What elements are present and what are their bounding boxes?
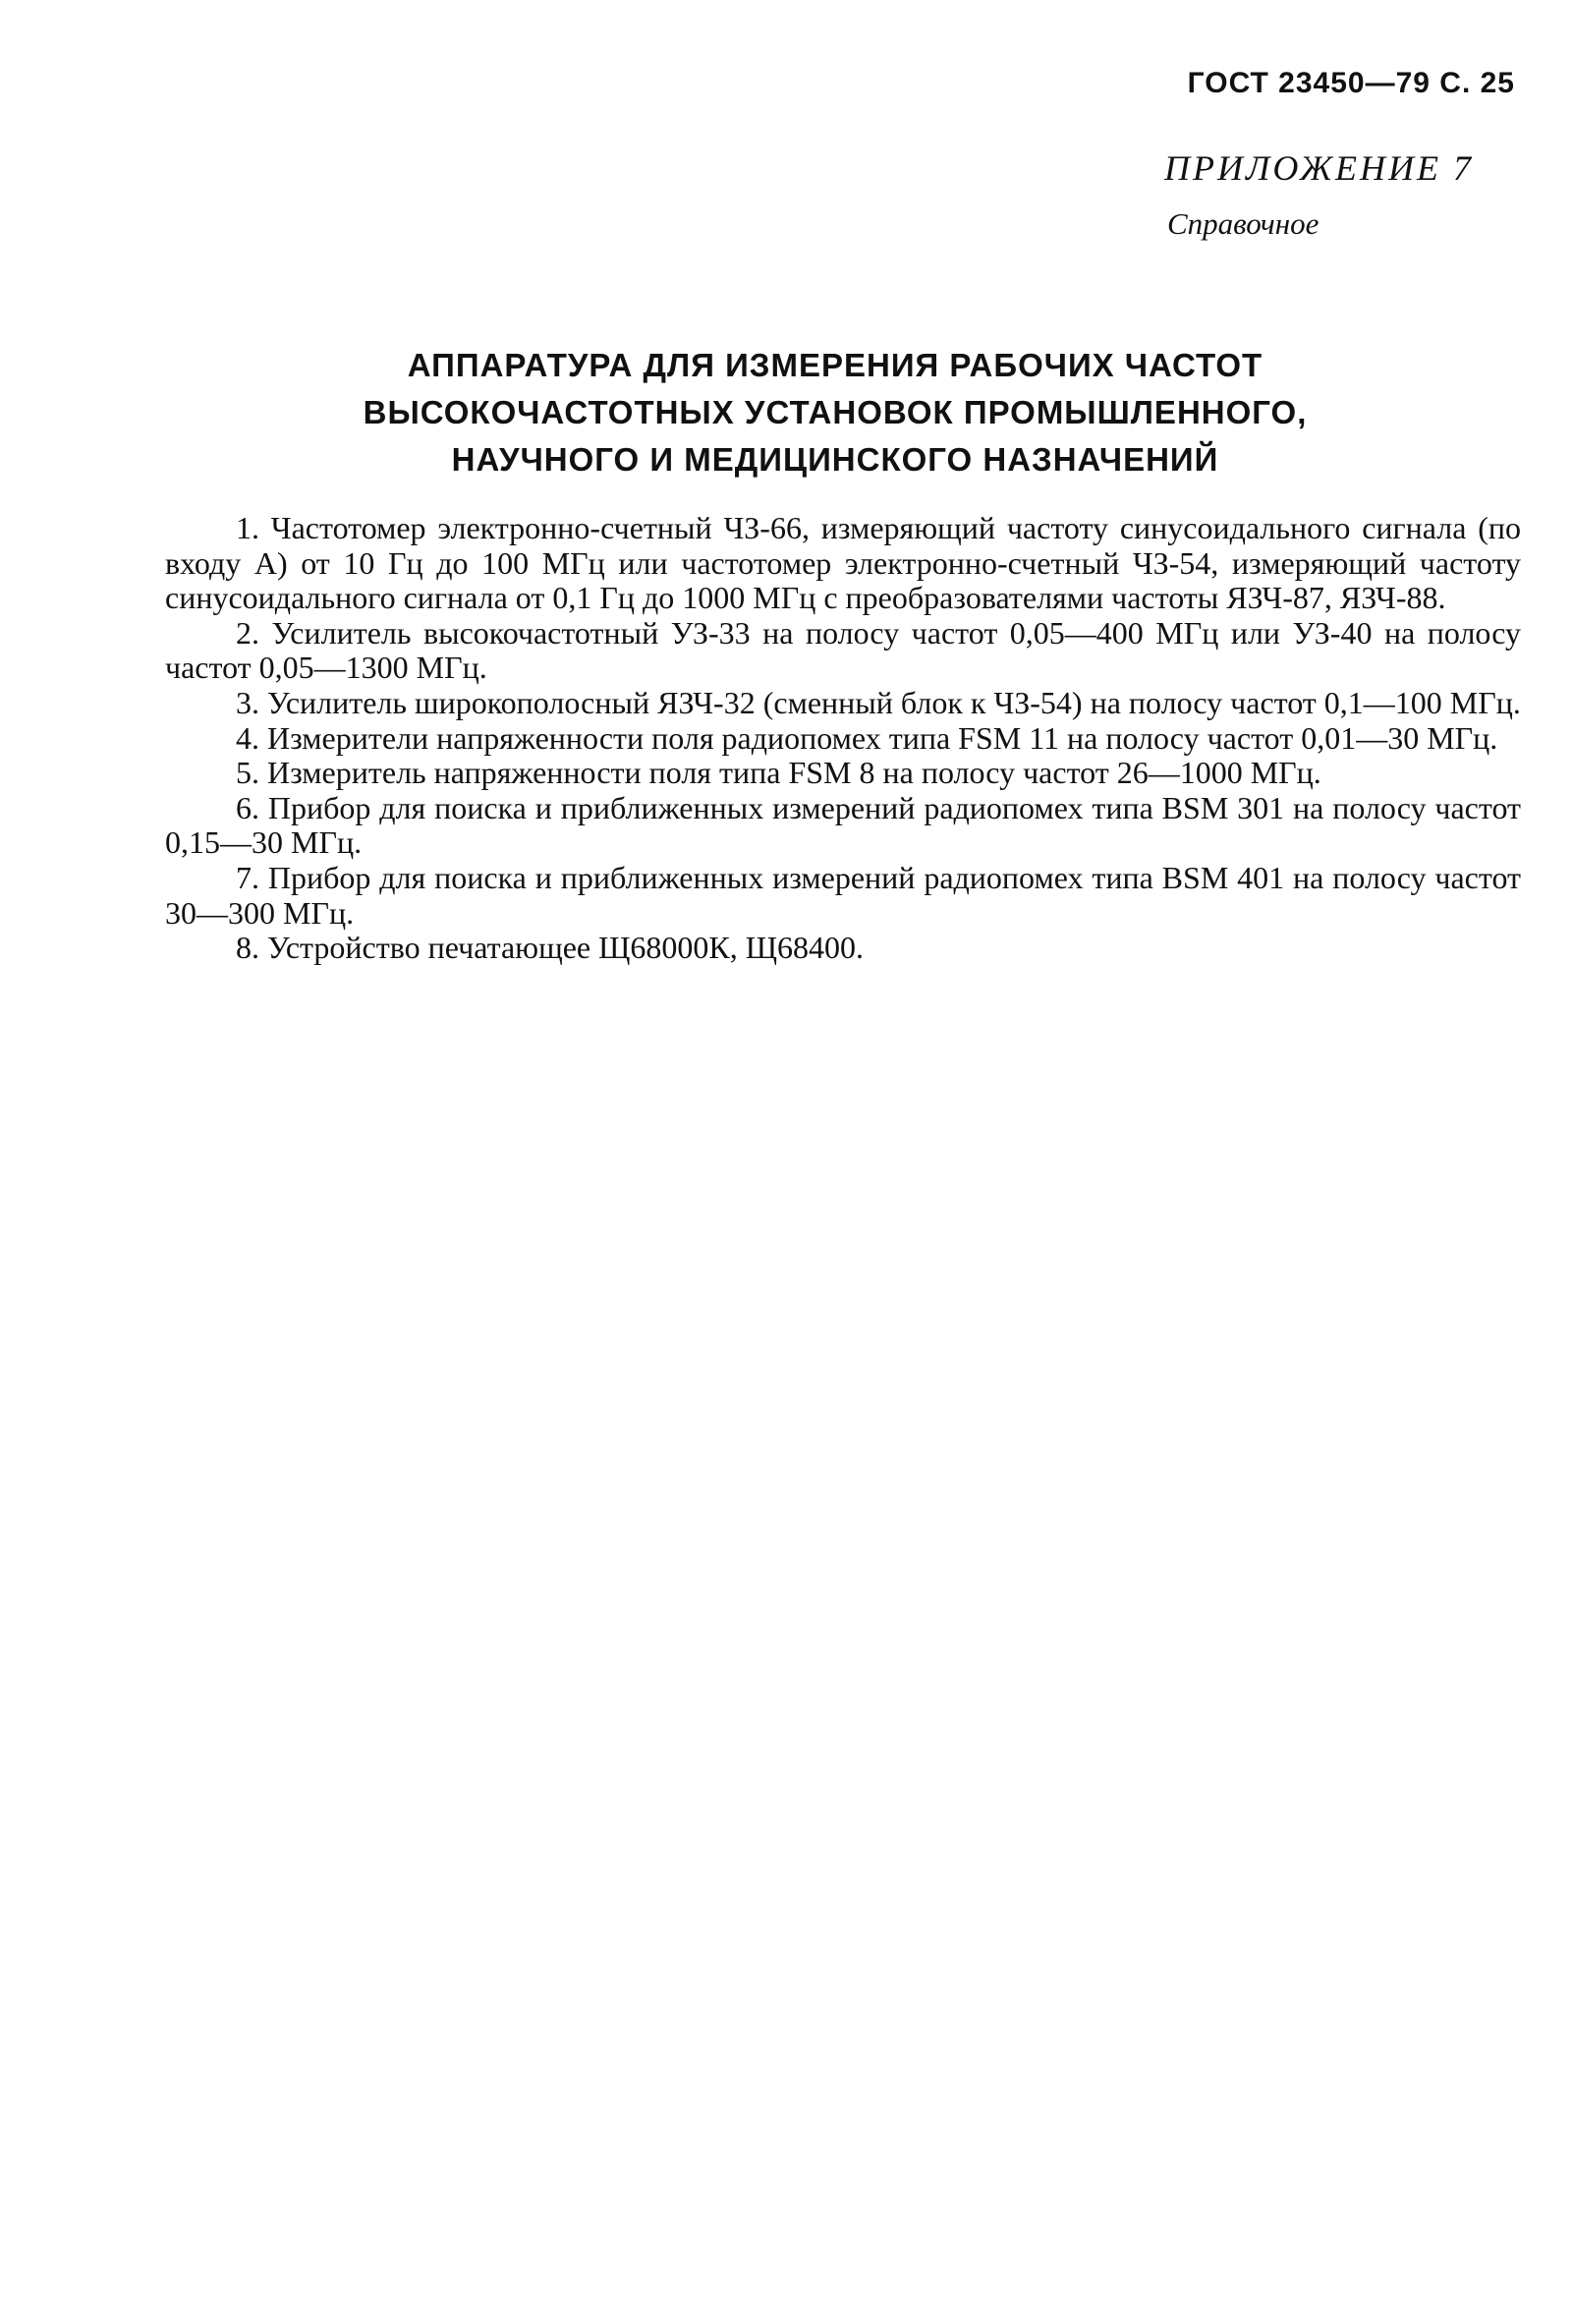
equipment-list bbox=[165, 511, 1521, 966]
list-item: 1. Частотомер электронно-счетный ЧЗ-66, измеряющий частоту синусоидального сигнала (по входу А) от 10 Гц до 100 МГц или частотомер электронно-счетный ЧЗ-54, измеряющий частоту синусоидального сигнала от 0,1 Гц до 1000 МГц с преобразователями частоты ЯЗЧ-87, ЯЗЧ-88. bbox=[165, 510, 1521, 616]
title-line: ВЫСОКОЧАСТОТНЫХ УСТАНОВОК ПРОМЫШЛЕННОГО, bbox=[363, 394, 1308, 430]
title-line: АППАРАТУРА ДЛЯ ИЗМЕРЕНИЯ РАБОЧИХ ЧАСТОТ bbox=[407, 347, 1263, 383]
list-item: 7. Прибор для поиска и приближенных измерений радиопомех типа BSM 401 на полосу частот 30—300 МГц. bbox=[165, 859, 1521, 931]
document-title bbox=[255, 342, 1415, 483]
appendix-label: ПРИЛОЖЕНИЕ 7 bbox=[1164, 148, 1474, 188]
list-item: 3. Усилитель широкополосный ЯЗЧ-32 (сменный блок к ЧЗ-54) на полосу частот 0,1—100 МГц. bbox=[236, 684, 1521, 720]
appendix-type: Справочное bbox=[1167, 206, 1319, 241]
list-item: 5. Измеритель напряженности поля типа FSM 8 на полосу частот 26—1000 МГц. bbox=[236, 755, 1321, 791]
list-item: 4. Измерители напряженности поля радиопомех типа FSM 11 на полосу частот 0,01—30 МГц. bbox=[236, 719, 1498, 756]
list-item: 8. Устройство печатающее Щ68000К, Щ68400. bbox=[236, 930, 865, 966]
list-item: 6. Прибор для поиска и приближенных измерений радиопомех типа BSM 301 на полосу частот 0,15—30 МГц. bbox=[165, 789, 1521, 861]
page-header: ГОСТ 23450—79 С. 25 bbox=[1187, 67, 1515, 99]
title-line: НАУЧНОГО И МЕДИЦИНСКОГО НАЗНАЧЕНИЙ bbox=[451, 441, 1219, 478]
list-item: 2. Усилитель высокочастотный УЗ-33 на полосу частот 0,05—400 МГц или УЗ-40 на полосу частот 0,05—1300 МГц. bbox=[165, 614, 1521, 686]
